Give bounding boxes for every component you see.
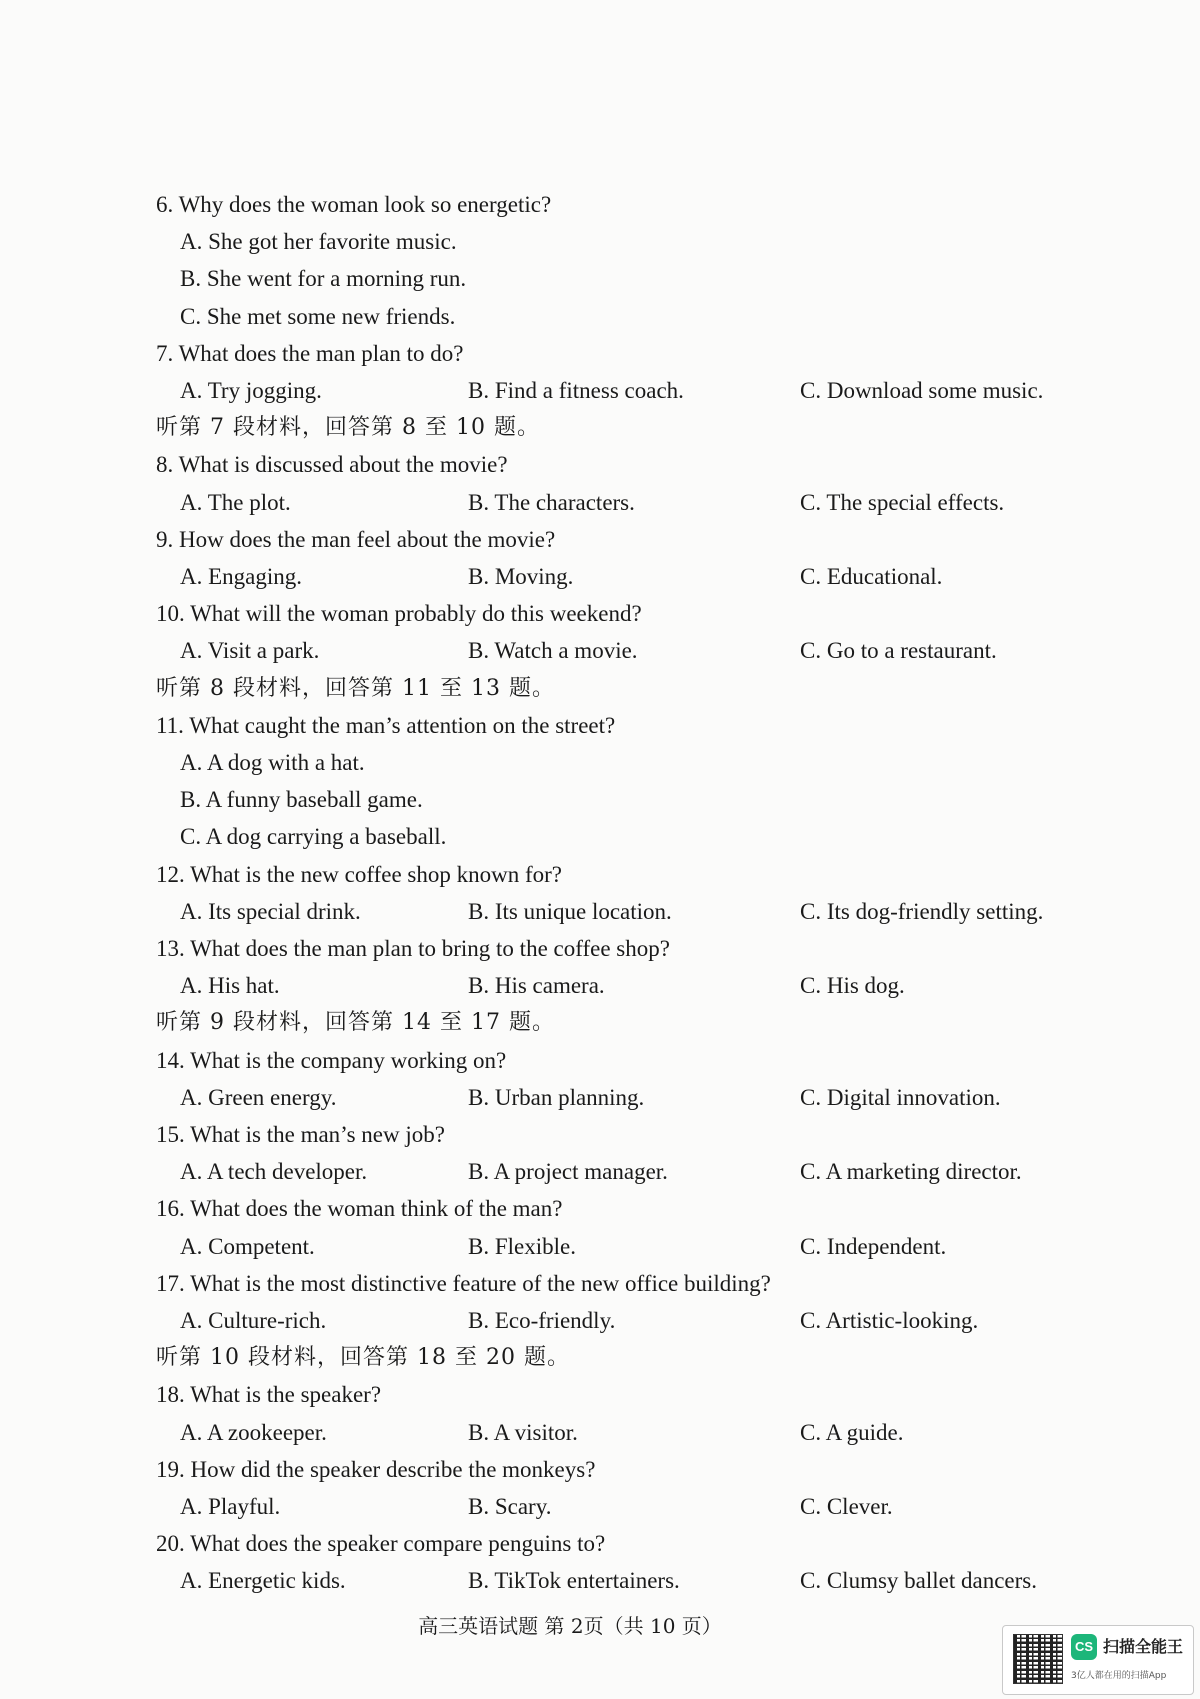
answer-option: C. Independent. bbox=[800, 1234, 947, 1259]
answer-option: A. The plot. bbox=[180, 490, 291, 515]
answer-option: B. A visitor. bbox=[468, 1420, 578, 1445]
answer-option: C. Its dog-friendly setting. bbox=[800, 899, 1044, 924]
answer-option: C. Clever. bbox=[800, 1494, 893, 1519]
answer-option: C. She met some new friends. bbox=[180, 304, 456, 329]
answer-option: B. TikTok entertainers. bbox=[468, 1568, 680, 1593]
answer-option: A. Its special drink. bbox=[180, 899, 361, 924]
answer-option: A. Competent. bbox=[180, 1234, 315, 1259]
answer-option: A. His hat. bbox=[180, 973, 280, 998]
answer-option: C. Digital innovation. bbox=[800, 1085, 1001, 1110]
answer-option: B. Moving. bbox=[468, 564, 574, 589]
answer-option: C. Go to a restaurant. bbox=[800, 638, 997, 663]
answer-option: B. She went for a morning run. bbox=[180, 266, 467, 291]
answer-option: B. Watch a movie. bbox=[468, 638, 638, 663]
question-stem: 6. Why does the woman look so energetic? bbox=[156, 192, 552, 217]
answer-option: A. A zookeeper. bbox=[180, 1420, 327, 1445]
question-stem: 8. What is discussed about the movie? bbox=[156, 452, 508, 477]
answer-option: B. A project manager. bbox=[468, 1159, 668, 1184]
answer-option: C. Download some music. bbox=[800, 378, 1044, 403]
question-stem: 7. What does the man plan to do? bbox=[156, 341, 464, 366]
question-stem: 16. What does the woman think of the man? bbox=[156, 1196, 563, 1221]
answer-option: C. The special effects. bbox=[800, 490, 1005, 515]
question-stem: 9. How does the man feel about the movie? bbox=[156, 527, 556, 552]
answer-option: C. A marketing director. bbox=[800, 1159, 1022, 1184]
question-stem: 11. What caught the man’s attention on the street? bbox=[156, 713, 616, 738]
answer-option: C. Clumsy ballet dancers. bbox=[800, 1568, 1037, 1593]
answer-option: A. Energetic kids. bbox=[180, 1568, 346, 1593]
watermark-tagline: 3亿人都在用的扫描App bbox=[1071, 1671, 1167, 1681]
question-stem: 13. What does the man plan to bring to the coffee shop? bbox=[156, 936, 670, 961]
question-stem: 19. How did the speaker describe the monkeys? bbox=[156, 1457, 596, 1482]
scanner-watermark bbox=[1002, 1625, 1194, 1695]
section-heading: 听第 9 段材料，回答第 14 至 17 题。 bbox=[156, 1010, 555, 1035]
answer-option: B. Flexible. bbox=[468, 1234, 576, 1259]
question-stem: 10. What will the woman probably do this weekend? bbox=[156, 601, 642, 626]
answer-option: B. Eco-friendly. bbox=[468, 1308, 616, 1333]
answer-option: A. Culture-rich. bbox=[180, 1308, 327, 1333]
answer-option: A. Try jogging. bbox=[180, 378, 322, 403]
answer-option: A. A tech developer. bbox=[180, 1159, 368, 1184]
answer-option: A. Green energy. bbox=[180, 1085, 337, 1110]
question-stem: 14. What is the company working on? bbox=[156, 1048, 507, 1073]
answer-option: A. She got her favorite music. bbox=[180, 229, 457, 254]
answer-option: C. A dog carrying a baseball. bbox=[180, 824, 447, 849]
answer-option: A. Visit a park. bbox=[180, 638, 320, 663]
answer-option: C. Artistic-looking. bbox=[800, 1308, 979, 1333]
answer-option: B. Its unique location. bbox=[468, 899, 672, 924]
footer-text: 高三英语试题 第 2页（共 10 页） bbox=[418, 1614, 722, 1638]
answer-option: C. Educational. bbox=[800, 564, 943, 589]
answer-option: B. A funny baseball game. bbox=[180, 787, 423, 812]
section-heading: 听第 10 段材料，回答第 18 至 20 题。 bbox=[156, 1345, 570, 1370]
answer-option: B. Scary. bbox=[468, 1494, 552, 1519]
question-stem: 15. What is the man’s new job? bbox=[156, 1122, 445, 1147]
section-heading: 听第 8 段材料，回答第 11 至 13 题。 bbox=[156, 676, 555, 701]
camscanner-logo-icon: CS bbox=[1071, 1634, 1097, 1660]
answer-option: C. A guide. bbox=[800, 1420, 904, 1445]
answer-option: A. Playful. bbox=[180, 1494, 281, 1519]
question-stem: 20. What does the speaker compare penguins to? bbox=[156, 1531, 606, 1556]
question-stem: 12. What is the new coffee shop known for? bbox=[156, 862, 563, 887]
watermark-brand: 扫描全能王 bbox=[1103, 1637, 1184, 1656]
answer-option: A. Engaging. bbox=[180, 564, 303, 589]
answer-option: B. Find a fitness coach. bbox=[468, 378, 684, 403]
question-stem: 18. What is the speaker? bbox=[156, 1382, 382, 1407]
answer-option: B. His camera. bbox=[468, 973, 605, 998]
section-heading: 听第 7 段材料，回答第 8 至 10 题。 bbox=[156, 415, 540, 440]
answer-option: B. The characters. bbox=[468, 490, 635, 515]
qr-code-icon bbox=[1013, 1634, 1063, 1684]
answer-option: C. His dog. bbox=[800, 973, 905, 998]
question-stem: 17. What is the most distinctive feature of the new office building? bbox=[156, 1271, 771, 1296]
answer-option: B. Urban planning. bbox=[468, 1085, 645, 1110]
answer-option: A. A dog with a hat. bbox=[180, 750, 365, 775]
